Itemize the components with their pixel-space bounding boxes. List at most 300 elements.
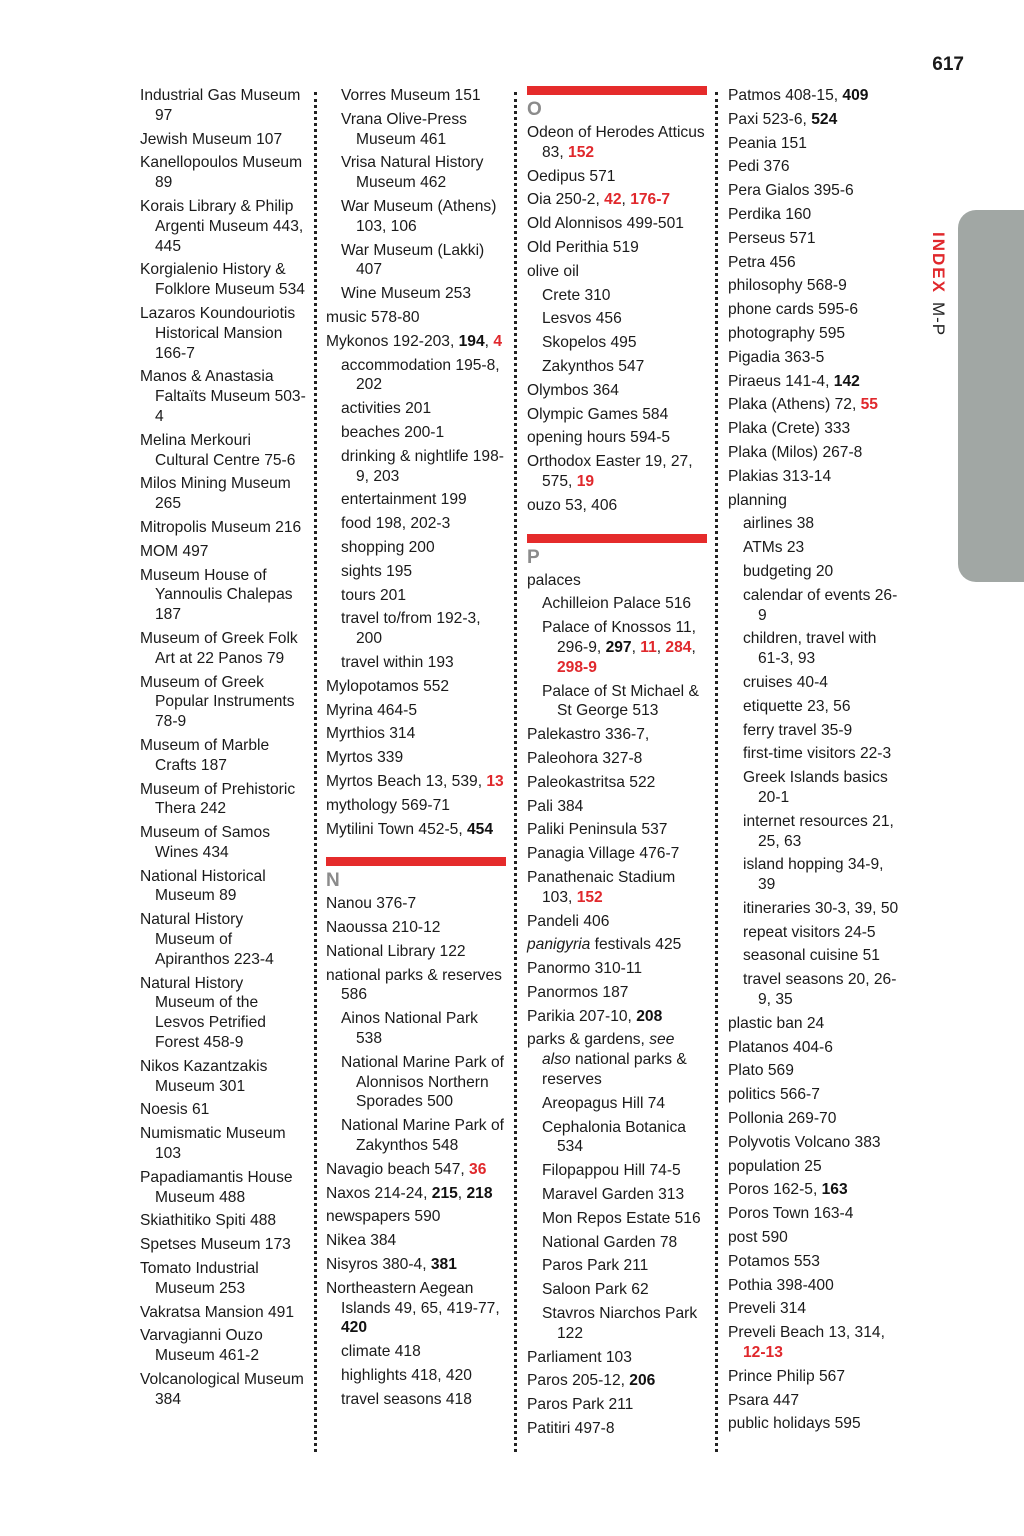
index-entry	[527, 983, 707, 1003]
index-entry	[326, 1231, 506, 1251]
entry-text: Poros 162-5,	[728, 1181, 822, 1199]
index-entry	[728, 372, 900, 392]
entry-text: Noesis 61	[140, 1101, 210, 1119]
index-entry	[140, 1168, 306, 1208]
index-entry	[326, 701, 506, 721]
entry-text: accommodation 195-8, 202	[341, 356, 500, 394]
entry-text: Odeon of Herodes Atticus 83,	[527, 124, 705, 161]
entry-text: Saloon Park 62	[542, 1281, 649, 1299]
entry-text: internet resources 21, 25, 63	[743, 812, 894, 850]
entry-text: Palace of Knossos 11, 296-9,	[542, 619, 697, 656]
index-entry	[527, 935, 707, 955]
entry-text: Maravel Garden 313	[542, 1186, 685, 1204]
entry-text: budgeting 20	[743, 562, 834, 580]
index-entry	[326, 308, 506, 328]
index-subentry	[326, 653, 506, 673]
column-divider	[314, 92, 317, 1452]
index-subentry	[527, 682, 707, 722]
index-entry	[326, 820, 506, 840]
entry-text: ,	[484, 332, 494, 350]
index-subentry	[326, 1366, 506, 1386]
index-entry	[326, 918, 506, 938]
entry-text: entertainment 199	[341, 491, 467, 509]
entry-text: activities 201	[341, 400, 432, 418]
page-ref-map: 284	[665, 638, 692, 656]
index-tab-label	[927, 232, 949, 362]
index-entry	[527, 844, 707, 864]
index-subentry	[728, 629, 900, 669]
entry-text: Polyvotis Volcano 383	[728, 1133, 881, 1151]
entry-text: Plaka (Athens) 72,	[728, 396, 861, 414]
entry-text: Tomato Industrial Museum 253	[140, 1260, 259, 1297]
entry-text: island hopping 34-9, 39	[743, 856, 884, 894]
index-subentry	[527, 333, 707, 353]
index-subentry	[728, 673, 900, 693]
entry-text: seasonal cuisine 51	[743, 947, 880, 965]
index-entry	[527, 123, 707, 163]
entry-text: ,	[656, 638, 666, 656]
index-entry	[527, 428, 707, 448]
index-entry	[140, 1303, 306, 1323]
entry-text: Vorres Museum 151	[341, 87, 481, 104]
index-entry	[326, 772, 506, 792]
entry-text: drinking & nightlife 198-9, 203	[341, 447, 504, 485]
entry-text: highlights 418, 420	[341, 1367, 472, 1385]
entry-text: olive oil	[527, 262, 580, 280]
entry-text: Museum House of Yannoulis Chalepas 187	[140, 566, 293, 624]
entry-text: Vrisa Natural History Museum 462	[341, 154, 484, 192]
entry-text: Palace of St Michael & St George 513	[542, 682, 699, 720]
page-ref-map: 19	[576, 472, 595, 490]
page-ref-map: 176-7	[630, 191, 671, 209]
entry-text: Mon Repos Estate 516	[542, 1209, 701, 1227]
entry-text: children, travel with 61-3, 93	[743, 630, 877, 668]
entry-text: War Museum (Athens) 103, 106	[341, 197, 497, 235]
index-entry	[728, 1109, 900, 1129]
entry-text: Pali 384	[527, 797, 584, 815]
entry-text: Paros Park 211	[527, 1396, 634, 1414]
entry-text: Paleohora 327-8	[527, 749, 643, 767]
index-entry	[140, 153, 306, 193]
entry-text: Panormos 187	[527, 983, 629, 1001]
index-entry	[728, 300, 900, 320]
entry-text-italic: panigyria	[527, 936, 591, 954]
index-entry	[326, 942, 506, 962]
entry-text: National Historical Museum 89	[140, 867, 266, 905]
section-gap	[527, 520, 707, 534]
page-ref-map: 152	[576, 888, 603, 906]
entry-text: Varvagianni Ouzo Museum 461-2	[140, 1327, 263, 1365]
index-subentry	[527, 1185, 707, 1205]
entry-text: Orthodox Easter 19, 27, 575,	[527, 453, 693, 490]
index-entry	[728, 324, 900, 344]
page-number: 617	[932, 54, 964, 75]
page-ref-bold: 381	[430, 1256, 457, 1274]
index-entry	[140, 86, 306, 126]
index-entry	[728, 1133, 900, 1153]
entry-text: Naoussa 210-12	[326, 919, 441, 937]
index-entry	[140, 867, 306, 907]
page-ref-map: 4	[493, 332, 503, 350]
index-entry	[527, 405, 707, 425]
index-entry	[728, 1038, 900, 1058]
index-entry	[728, 1252, 900, 1272]
index-entry	[140, 1259, 306, 1299]
tab-index-word: INDEX	[929, 232, 948, 294]
entry-text: Panathenaic Stadium 103,	[527, 868, 676, 906]
index-entry	[140, 304, 306, 363]
entry-text: ferry travel 35-9	[743, 721, 853, 739]
entry-text: Pedi 376	[728, 158, 790, 176]
entry-text: Perseus 571	[728, 229, 816, 247]
entry-text: Industrial Gas Museum 97	[140, 87, 301, 124]
page-ref-bold: 297	[605, 638, 632, 656]
index-subentry	[326, 538, 506, 558]
index-entry	[140, 566, 306, 625]
entry-text-italic: see also	[542, 1031, 675, 1069]
index-entry	[728, 1391, 900, 1411]
entry-text: Vrana Olive-Press Museum 461	[341, 110, 467, 148]
entry-text: Mylopotamos 552	[326, 677, 450, 695]
page-ref-bold: 163	[821, 1181, 848, 1199]
index-entry	[326, 1279, 506, 1338]
index-subentry	[728, 744, 900, 764]
page-ref-bold: 524	[811, 110, 838, 128]
index-subentry	[326, 1116, 506, 1156]
index-subentry	[527, 1233, 707, 1253]
entry-text: Numismatic Museum 103	[140, 1125, 286, 1163]
index-entry	[140, 518, 306, 538]
index-subentry	[728, 923, 900, 943]
index-entry	[527, 725, 707, 745]
index-subentry	[527, 286, 707, 306]
entry-text: ATMs 23	[743, 539, 805, 557]
index-subentry	[728, 586, 900, 626]
entry-text: Korais Library & Philip Argenti Museum 443, 445	[140, 197, 304, 255]
entry-text: airlines 38	[743, 515, 815, 533]
index-entry	[527, 912, 707, 932]
index-subentry	[326, 153, 506, 193]
entry-text: Volcanological Museum 384	[140, 1371, 304, 1408]
entry-text: Paleokastritsa 522	[527, 773, 656, 791]
entry-text: Potamos 553	[728, 1252, 820, 1270]
entry-text: National Marine Park of Zakynthos 548	[341, 1117, 504, 1155]
index-entry	[140, 974, 306, 1053]
index-entry	[527, 167, 707, 187]
entry-text: public holidays 595	[728, 1415, 861, 1433]
index-entry	[728, 157, 900, 177]
index-entry	[140, 260, 306, 300]
index-entry	[140, 1057, 306, 1097]
index-entry	[140, 673, 306, 732]
index-entry	[728, 1228, 900, 1248]
index-entry	[326, 796, 506, 816]
index-entry	[527, 959, 707, 979]
entry-text: National Marine Park of Alonnisos Northern Sporades 500	[341, 1053, 504, 1111]
section-letter: N	[326, 870, 340, 892]
entry-text: National Garden 78	[542, 1233, 678, 1251]
entry-text: repeat visitors 24-5	[743, 923, 876, 941]
entry-text: Plaka (Crete) 333	[728, 420, 851, 438]
page-ref-map: 152	[568, 143, 595, 161]
page-ref-map: 36	[469, 1160, 487, 1178]
index-subentry	[326, 241, 506, 281]
entry-text: Parikia 207-10,	[527, 1007, 637, 1025]
entry-text: Platanos 404-6	[728, 1038, 833, 1056]
index-entry	[140, 367, 306, 426]
entry-text: ,	[631, 638, 641, 656]
entry-text: Natural History Museum of the Lesvos Petrified Forest 458-9	[140, 974, 266, 1052]
index-entry	[140, 431, 306, 471]
index-subentry	[326, 1009, 506, 1049]
entry-text: post 590	[728, 1229, 788, 1247]
entry-text: Skiathitiko Spiti 488	[140, 1212, 277, 1230]
entry-text: philosophy 568-9	[728, 277, 847, 295]
entry-text: mythology 569-71	[326, 796, 450, 814]
page-ref-map: 55	[860, 396, 878, 414]
index-entry	[527, 1007, 707, 1027]
entry-text: Myrina 464-5	[326, 701, 418, 719]
page-ref-map: 12-13	[743, 1344, 783, 1362]
page-ref-map: 298-9	[557, 658, 597, 676]
section-divider-bar	[527, 86, 707, 95]
entry-text: Pothia 398-400	[728, 1276, 834, 1294]
page-ref-map: 13	[486, 772, 504, 790]
entry-text: Ainos National Park 538	[341, 1010, 478, 1048]
entry-text: Preveli 314	[728, 1300, 807, 1318]
entry-text: Achilleion Palace 516	[542, 595, 692, 613]
index-subentry	[326, 586, 506, 606]
index-subentry	[527, 1256, 707, 1276]
index-entry	[326, 1207, 506, 1227]
entry-text: Oedipus 571	[527, 167, 616, 185]
page-ref-bold: 454	[466, 820, 494, 838]
entry-text: Cephalonia Botanica 534	[542, 1118, 686, 1156]
index-subentry	[326, 399, 506, 419]
entry-text: Museum of Greek Folk Art at 22 Panos 79	[140, 629, 298, 667]
entry-text: Nanou 376-7	[326, 895, 417, 913]
entry-text: planning	[728, 491, 787, 509]
entry-text: ouzo 53, 406	[527, 496, 618, 514]
page-ref-bold: 218	[466, 1184, 493, 1202]
index-entry	[140, 542, 306, 562]
index-subentry	[326, 1342, 506, 1362]
index-entry	[728, 395, 900, 415]
entry-text: Patmos 408-15,	[728, 87, 843, 104]
page-ref-map: 42	[604, 191, 622, 209]
index-subentry	[527, 594, 707, 614]
entry-text: Northeastern Aegean Islands 49, 65, 419-77,	[326, 1279, 500, 1317]
entry-text: Myrtos Beach 13, 539,	[326, 772, 487, 790]
entry-text: Pera Gialos 395-6	[728, 182, 854, 200]
entry-text: Spetses Museum 173	[140, 1236, 291, 1254]
entry-text: travel seasons 20, 26-9, 35	[743, 971, 897, 1009]
index-entry	[527, 452, 707, 492]
entry-text: Kanellopoulos Museum 89	[140, 154, 303, 192]
index-entry	[527, 238, 707, 258]
index-subentry	[326, 356, 506, 396]
index-subentry	[527, 1280, 707, 1300]
index-entry	[527, 773, 707, 793]
index-entry	[140, 1124, 306, 1164]
entry-text: parks & gardens,	[527, 1031, 650, 1049]
index-entry	[728, 1180, 900, 1200]
entry-text: Poros Town 163-4	[728, 1205, 854, 1223]
entry-text: beaches 200-1	[341, 423, 445, 441]
page-ref-bold: 215	[431, 1184, 458, 1202]
entry-text: Paliki Peninsula 537	[527, 821, 668, 839]
entry-text: Palekastro 336-7,	[527, 726, 650, 744]
entry-text: travel seasons 418	[341, 1390, 472, 1408]
entry-text: Nikea 384	[326, 1232, 397, 1250]
entry-text: Greek Islands basics 20-1	[743, 769, 888, 806]
entry-text: Melina Merkouri Cultural Centre 75-6	[140, 431, 296, 469]
entry-text: Plato 569	[728, 1062, 794, 1080]
section-divider-bar	[527, 534, 707, 543]
entry-text: Preveli Beach 13, 314,	[728, 1324, 885, 1342]
index-subentry	[326, 562, 506, 582]
entry-text: Natural History Museum of Apiranthos 223-4	[140, 911, 274, 968]
index-entry	[326, 894, 506, 914]
entry-text: itineraries 30-3, 39, 50	[743, 899, 899, 917]
entry-text: Korgialenio History & Folklore Museum 534	[140, 261, 305, 299]
entry-text: Pollonia 269-70	[728, 1110, 837, 1128]
entry-text: Stavros Niarchos Park 122	[542, 1305, 698, 1342]
index-subentry	[728, 899, 900, 919]
index-subentry	[527, 1304, 707, 1344]
index-entry	[728, 1367, 900, 1387]
entry-text: Petra 456	[728, 253, 796, 271]
entry-text: War Museum (Lakki) 407	[341, 241, 485, 279]
entry-text: shopping 200	[341, 538, 435, 556]
index-subentry	[326, 86, 506, 106]
index-subentry	[527, 1161, 707, 1181]
index-entry	[728, 1276, 900, 1296]
entry-text: opening hours 594-5	[527, 429, 671, 447]
index-entry	[728, 1085, 900, 1105]
entry-text: Mykonos 192-203,	[326, 332, 459, 350]
index-entry	[527, 190, 707, 210]
entry-text: politics 566-7	[728, 1086, 820, 1104]
entry-text: Lazaros Koundouriotis Historical Mansion 166-7	[140, 304, 296, 362]
index-subentry	[527, 309, 707, 329]
entry-text: Plakias 313-14	[728, 467, 832, 485]
index-entry	[140, 1370, 306, 1410]
index-entry	[140, 823, 306, 863]
index-subentry	[527, 1094, 707, 1114]
entry-text: tours 201	[341, 586, 407, 604]
entry-text: Museum of Marble Crafts 187	[140, 736, 270, 774]
entry-text: travel to/from 192-3, 200	[341, 610, 481, 648]
index-entry	[326, 1160, 506, 1180]
index-entry	[728, 1323, 900, 1363]
page-ref-bold: 208	[636, 1007, 663, 1025]
entry-text: plastic ban 24	[728, 1014, 825, 1032]
index-entry	[326, 748, 506, 768]
entry-text: Olympic Games 584	[527, 405, 669, 423]
column-divider	[514, 92, 517, 1452]
index-entry	[527, 868, 707, 908]
index-entry	[527, 571, 707, 591]
entry-text: calendar of events 26-9	[743, 586, 898, 624]
index-entry	[728, 467, 900, 487]
index-subentry	[728, 538, 900, 558]
index-subentry	[326, 423, 506, 443]
entry-text: Areopagus Hill 74	[542, 1094, 666, 1112]
section-gap	[326, 843, 506, 857]
page-ref-bold: 409	[842, 87, 869, 104]
index-subentry	[527, 618, 707, 677]
entry-text: travel within 193	[341, 653, 454, 671]
index-entry	[527, 214, 707, 234]
entry-text: Parliament 103	[527, 1348, 632, 1366]
entry-text: Old Perithia 519	[527, 238, 639, 256]
entry-text: cruises 40-4	[743, 673, 828, 691]
entry-text: Mitropolis Museum 216	[140, 518, 302, 536]
entry-text: Naxos 214-24,	[326, 1184, 432, 1202]
entry-text: food 198, 202-3	[341, 515, 451, 533]
index-entry	[527, 1419, 707, 1439]
entry-text: Milos Mining Museum 265	[140, 475, 291, 513]
entry-text: Myrthios 314	[326, 725, 416, 743]
index-entry	[527, 262, 707, 282]
index-entry	[728, 1061, 900, 1081]
index-entry	[527, 1030, 707, 1089]
index-side-tab	[958, 210, 1024, 582]
entry-text: palaces	[527, 571, 581, 589]
tab-letter-range: M-P	[929, 301, 948, 337]
index-subentry	[728, 697, 900, 717]
entry-text: Navagio beach 547,	[326, 1160, 470, 1178]
entry-text: Nikos Kazantzakis Museum 301	[140, 1057, 268, 1095]
index-entry	[728, 229, 900, 249]
entry-text: Mytilini Town 452-5,	[326, 820, 467, 838]
index-column-2	[326, 86, 506, 1414]
entry-text: Nisyros 380-4,	[326, 1256, 431, 1274]
entry-text: Skopelos 495	[542, 334, 637, 352]
entry-text: Pandeli 406	[527, 912, 610, 930]
index-subentry	[326, 609, 506, 649]
entry-text: Paxi 523-6,	[728, 110, 812, 128]
entry-text: Oia 250-2,	[527, 191, 605, 209]
entry-text: MOM 497	[140, 542, 209, 560]
entry-text: photography 595	[728, 324, 846, 342]
index-entry	[728, 1157, 900, 1177]
index-subentry	[326, 197, 506, 237]
index-subentry	[728, 812, 900, 852]
column-divider	[715, 92, 718, 1452]
page-ref-map: 11	[640, 638, 657, 656]
index-subentry	[728, 970, 900, 1010]
entry-text: climate 418	[341, 1343, 421, 1361]
entry-text: Panormo 310-11	[527, 960, 643, 978]
entry-text: Wine Museum 253	[341, 285, 472, 303]
index-entry	[728, 110, 900, 130]
index-entry	[728, 253, 900, 273]
entry-text: Paros Park 211	[542, 1257, 649, 1275]
entry-text: Piraeus 141-4,	[728, 372, 834, 390]
index-subentry	[326, 110, 506, 150]
entry-text: Museum of Prehistoric Thera 242	[140, 780, 296, 818]
index-subentry	[326, 1390, 506, 1410]
entry-text: national parks & reserves 586	[326, 966, 502, 1004]
entry-text: population 25	[728, 1157, 822, 1175]
entry-text: Zakynthos 547	[542, 357, 645, 375]
index-entry	[326, 724, 506, 744]
entry-text: ,	[691, 638, 696, 656]
index-entry	[140, 474, 306, 514]
index-entry	[527, 1371, 707, 1391]
